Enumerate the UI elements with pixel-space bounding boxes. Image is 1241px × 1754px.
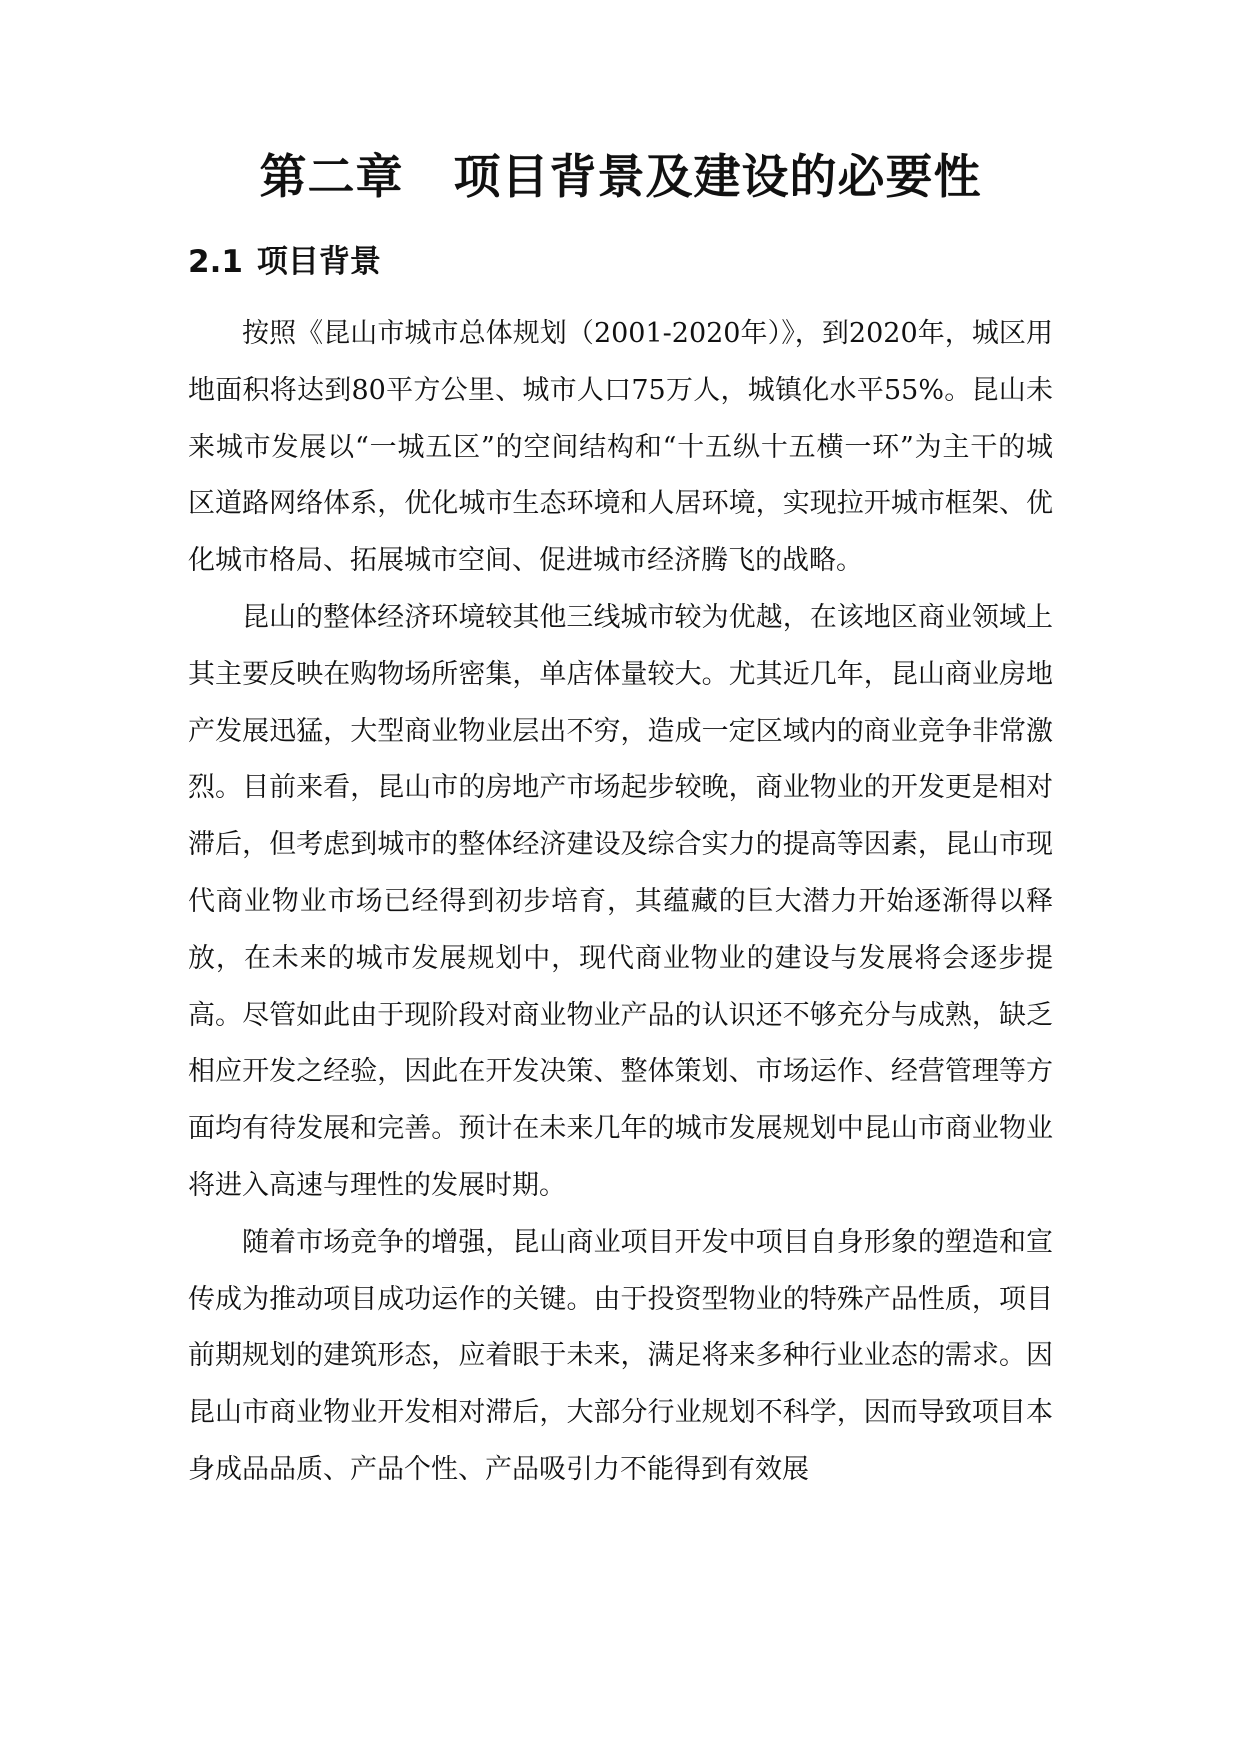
chapter-number-label: 第二章	[259, 150, 404, 205]
chapter-title	[0, 148, 1241, 208]
paragraph-commercial-market: 昆山的整体经济环境较其他三线城市较为优越，在该地区商业领域上其主要反映在购物场所密集，单店体量较大。尤其近几年，昆山商业房地产发展迅猛，大型商业物业层出不穷，造成一定区域内的商业竞争非常激烈。目前来看，昆山市的房地产市场起步较晚，商业物业的开发更是相对滞后，但考虑到城市的整体经济建设及综合实力的提高等因素，昆山市现代商业物业市场已经得到初步培育，其蕴藏的巨大潜力开始逐渐得以释放，在未来的城市发展规划中，现代商业物业的建设与发展将会逐步提高。尽管如此由于现阶段对商业物业产品的认识还不够充分与成熟，缺乏相应开发之经验，因此在开发决策、整体策划、市场运作、经营管理等方面均有待发展和完善。预计在未来几年的城市发展规划中昆山市商业物业将进入高速与理性的发展时期。	[188, 601, 1053, 1201]
paragraph-urban-planning: 按照《昆山市城市总体规划（2001-2020年）》，到2020年，城区用地面积将达到80平方公里、城市人口75万人，城镇化水平55%。昆山未来城市发展以“一城五区”的空间结构和“十五纵十五横一环”为主干的城区道路网络体系，优化城市生态环境和人居环境，实现拉开城市框架、优化城市格局、拓展城市空间、促进城市经济腾飞的战略。	[188, 318, 1053, 577]
paragraph-market-competition: 随着市场竞争的增强，昆山商业项目开发中项目自身形象的塑造和宣传成为推动项目成功运作的关键。由于投资型物业的特殊产品性质，项目前期规划的建筑形态，应着眼于未来，满足将来多种行业业态的需求。因昆山市商业物业开发相对滞后，大部分行业规划不科学，因而导致项目本身成品品质、产品个性、产品吸引力不能得到有效展	[188, 1226, 1053, 1485]
section-heading	[188, 242, 381, 282]
body-text	[188, 306, 1053, 1499]
chapter-title-text: 项目背景及建设的必要性	[453, 150, 982, 205]
section-number: 2.1	[188, 244, 243, 280]
section-title: 项目背景	[256, 244, 381, 280]
